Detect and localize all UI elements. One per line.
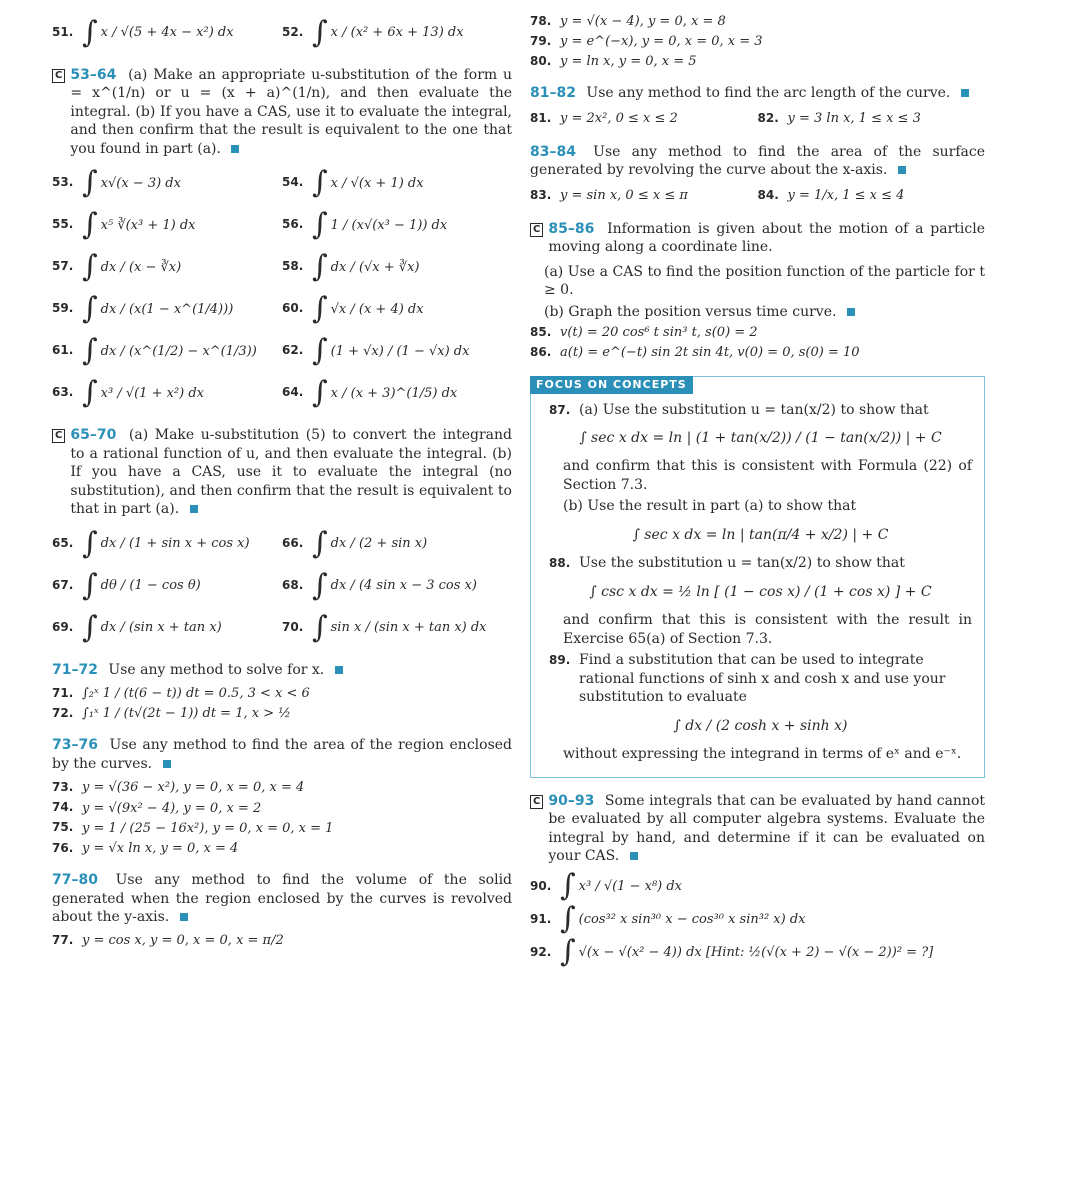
exercise-number: 69. <box>52 619 74 634</box>
section-range: 83–84 <box>530 143 576 160</box>
section-header-90-93 <box>530 792 985 866</box>
exercise-number: 73. <box>52 780 74 795</box>
exercise-number: 57. <box>52 259 74 274</box>
section-part-a: (a) Use a CAS to find the position function of the particle for t ≥ 0. <box>544 263 985 299</box>
exercise-76 <box>52 840 512 857</box>
end-marker-icon <box>163 760 171 768</box>
exercise-74 <box>52 800 512 817</box>
section-header-65-70 <box>52 426 512 518</box>
exercise-52 <box>282 15 512 50</box>
exercise-expression: dx / (4 sin x − 3 cos x) <box>330 578 477 594</box>
exercise-expression: dx / (x^(1/2) − x^(1/3)) <box>100 343 257 359</box>
exercise-number: 58. <box>282 259 304 274</box>
exercise-65 <box>52 525 282 561</box>
integral-sign: ∫ <box>560 868 576 904</box>
exercise-row <box>52 374 512 412</box>
exercise-number: 64. <box>282 385 304 400</box>
exercise-expression: x⁵ ∛(x³ + 1) dx <box>100 217 196 233</box>
exercise-row <box>530 109 985 129</box>
exercise-number: 86. <box>530 345 552 360</box>
exercise-expression: x / (x + 3)^(1/5) dx <box>330 385 458 401</box>
exercise-expression: dx / (1 + sin x + cos x) <box>100 536 250 552</box>
integral-sign: ∫ <box>82 375 98 411</box>
exercise-expression: y = √(36 − x²), y = 0, x = 0, x = 4 <box>82 780 305 796</box>
exercise-number: 79. <box>530 33 552 48</box>
section-range: 65–70 <box>70 427 117 444</box>
exercise-expression: x / √(5 + 4x − x²) dx <box>100 25 234 41</box>
exercise-number: 56. <box>282 217 304 232</box>
exercise-70 <box>282 609 512 645</box>
exercise-number: 61. <box>52 343 74 358</box>
section-range: 90–93 <box>548 792 595 809</box>
exercise-number: 63. <box>52 385 74 400</box>
display-equation <box>549 717 972 735</box>
exercise-number: 84. <box>757 187 779 202</box>
left-column <box>52 10 512 953</box>
exercise-80 <box>530 53 985 70</box>
exercise-number: 78. <box>530 13 552 28</box>
exercise-68 <box>282 567 512 603</box>
exercise-51 <box>52 15 282 50</box>
exercise-number: 76. <box>52 840 74 855</box>
integral-sign: ∫ <box>82 207 98 243</box>
equation: ∫ csc x dx = ½ ln [ (1 − cos x) / (1 + cos x) ] + C <box>589 583 932 600</box>
exercise-56 <box>282 207 512 243</box>
exercise-expression: y = √(9x² − 4), y = 0, x = 2 <box>82 800 262 816</box>
exercise-expression: (1 + √x) / (1 − √x) dx <box>330 343 470 359</box>
section-header-85-86 <box>530 220 985 257</box>
exercise-91 <box>530 901 985 937</box>
exercise-expression: x / √(x + 1) dx <box>330 175 424 191</box>
exercise-number: 59. <box>52 301 74 316</box>
section-header-83-84 <box>530 143 985 180</box>
integral-sign: ∫ <box>312 333 328 369</box>
exercise-number: 62. <box>282 343 304 358</box>
exercise-number: 54. <box>282 175 304 190</box>
exercise-expression: y = sin x, 0 ≤ x ≤ π <box>560 188 688 204</box>
integral-sign: ∫ <box>312 609 328 645</box>
exercise-number: 71. <box>52 685 74 700</box>
display-equation <box>549 429 972 447</box>
exercise-text: Find a substitution that can be used to integrate rational functions of sinh x and cosh x and use your substitution to evaluate <box>579 652 946 706</box>
exercise-82 <box>758 110 986 127</box>
exercise-number: 68. <box>282 577 304 592</box>
exercise-90 <box>530 868 985 904</box>
exercise-55 <box>52 207 282 243</box>
exercise-expression: √x / (x + 4) dx <box>330 301 424 317</box>
exercise-number: 75. <box>52 820 74 835</box>
exercise-text: without expressing the integrand in terms of eˣ and e⁻ˣ. <box>563 746 962 763</box>
exercise-number: 90. <box>530 878 552 893</box>
exercise-row <box>530 186 985 206</box>
exercise-63 <box>52 375 282 411</box>
integral-sign: ∫ <box>560 934 576 970</box>
cas-icon: C <box>530 795 543 809</box>
exercise-57 <box>52 249 282 285</box>
exercise-row <box>52 567 512 605</box>
end-marker-icon <box>335 666 343 674</box>
exercise-number: 80. <box>530 53 552 68</box>
section-instructions: (a) Make an appropriate u-substitution of the form u = x^(1/n) or u = (x + a)^(1/n), and then evaluate the integral. (b) If you have a CAS, use it to evaluate the integral, and then confirm that the result is equivalent to the one that you found in part (a). <box>70 67 512 157</box>
integral-sign: ∫ <box>312 165 328 201</box>
section-range: 73–76 <box>52 737 98 754</box>
cas-icon: C <box>52 69 65 83</box>
equation: ∫ sec x dx = ln | tan(π/4 + x/2) | + C <box>632 526 889 543</box>
exercise-77 <box>52 932 512 949</box>
exercise-expression: y = 1 / (25 − 16x²), y = 0, x = 0, x = 1 <box>82 820 334 836</box>
exercise-row <box>52 206 512 244</box>
exercise-number: 65. <box>52 535 74 550</box>
section-range: 85–86 <box>548 220 595 237</box>
exercise-58 <box>282 249 512 285</box>
section-range: 53–64 <box>70 67 117 83</box>
exercise-number: 82. <box>757 111 779 126</box>
section-header-53-64 <box>52 66 512 158</box>
exercise-row <box>52 248 512 286</box>
exercise-79 <box>530 33 985 50</box>
exercise-expression: y = √x ln x, y = 0, x = 4 <box>82 840 239 856</box>
exercise-expression: x / (x² + 6x + 13) dx <box>330 25 464 41</box>
section-range: 71–72 <box>52 661 98 678</box>
section-instructions: Use any method to find the arc length of the curve. <box>586 85 951 102</box>
exercise-number: 52. <box>282 25 304 40</box>
integral-sign: ∫ <box>82 249 98 285</box>
integral-sign: ∫ <box>312 291 328 327</box>
section-header-77-80 <box>52 871 512 926</box>
exercise-61 <box>52 333 282 369</box>
section-instructions: Some integrals that can be evaluated by hand cannot be evaluated by all computer algebra systems. Evaluate the integral by hand, and determine if it can be evaluated on your CAS. <box>548 792 986 864</box>
section-instructions: (a) Make u-substitution (5) to convert the integrand to a rational function of u, and then evaluate the integral. (b) If you have a CAS, use it to evaluate the integral (no substitution), and then confirm that the result is equivalent to that in part (a). <box>70 427 512 518</box>
exercise-expression: a(t) = e^(−t) sin 2t sin 4t, v(0) = 0, s(0) = 10 <box>560 345 860 361</box>
exercise-expression: dx / (x − ∛x) <box>100 259 182 275</box>
exercise-expression: y = ln x, y = 0, x = 5 <box>560 54 697 70</box>
integral-sign: ∫ <box>312 525 328 561</box>
display-equation <box>549 526 972 544</box>
section-header-81-82 <box>530 84 985 102</box>
exercise-71 <box>52 685 512 702</box>
section-instructions: Use any method to find the area of the surface generated by revolving the curve about the x-axis. <box>530 143 985 179</box>
exercise-text: and confirm that this is consistent with Formula (22) of Section 7.3. <box>563 458 972 493</box>
exercise-number: 53. <box>52 175 74 190</box>
end-marker-icon <box>180 913 188 921</box>
exercise-62 <box>282 333 512 369</box>
section-instructions: Use any method to find the volume of the solid generated when the region enclosed by the curves is revolved about the y-axis. <box>52 872 513 925</box>
exercise-59 <box>52 291 282 327</box>
integral-sign: ∫ <box>312 249 328 285</box>
exercise-text: (a) Use the substitution u = tan(x/2) to show that <box>579 401 929 418</box>
exercise-expression: x³ / √(1 − x⁸) dx <box>578 878 683 894</box>
exercise-expression: dx / (√x + ∛x) <box>330 259 420 275</box>
exercise-81 <box>530 110 758 127</box>
exercise-85 <box>530 324 985 341</box>
equation: ∫ sec x dx = ln | (1 + tan(x/2)) / (1 − tan(x/2)) | + C <box>579 430 942 446</box>
integral-sign: ∫ <box>312 15 328 50</box>
exercise-75 <box>52 820 512 837</box>
exercise-number: 85. <box>530 324 552 339</box>
exercise-expression: y = 3 ln x, 1 ≤ x ≤ 3 <box>787 111 921 127</box>
exercise-number: 87. <box>549 402 571 417</box>
exercise-expression: dθ / (1 − cos θ) <box>100 578 201 594</box>
section-part-b <box>544 303 985 321</box>
integral-sign: ∫ <box>82 165 98 201</box>
integral-sign: ∫ <box>82 609 98 645</box>
exercise-60 <box>282 291 512 327</box>
exercise-number: 60. <box>282 301 304 316</box>
exercise-number: 70. <box>282 619 304 634</box>
section-instructions: Information is given about the motion of a particle moving along a coordinate line. <box>548 220 985 256</box>
end-marker-icon <box>847 308 855 316</box>
exercise-expression: (cos³² x sin³⁰ x − cos³⁰ x sin³² x) dx <box>578 911 806 927</box>
exercise-66 <box>282 525 512 561</box>
exercise-expression: dx / (x(1 − x^(1/4))) <box>100 301 234 317</box>
exercise-expression: y = cos x, y = 0, x = 0, x = π/2 <box>82 933 284 949</box>
integral-sign: ∫ <box>82 567 98 603</box>
exercise-67 <box>52 567 282 603</box>
exercise-expression: ∫₂ˣ 1 / (t(6 − t)) dt = 0.5, 3 < x < 6 <box>82 686 310 702</box>
integral-sign: ∫ <box>82 15 98 50</box>
exercise-number: 89. <box>549 653 571 668</box>
exercise-expression: y = √(x − 4), y = 0, x = 8 <box>560 14 726 29</box>
exercise-87 <box>549 401 972 419</box>
exercise-row <box>52 164 512 202</box>
focus-label: FOCUS ON CONCEPTS <box>530 376 693 395</box>
exercise-row <box>52 290 512 328</box>
end-marker-icon <box>898 166 906 174</box>
exercise-row <box>52 609 512 647</box>
exercise-expression: y = e^(−x), y = 0, x = 0, x = 3 <box>560 34 763 50</box>
section-instructions: Use any method to solve for x. <box>108 661 325 678</box>
exercise-73 <box>52 779 512 796</box>
exercise-89 <box>549 651 972 706</box>
exercise-text: and confirm that this is consistent with the result in Exercise 65(a) of Section 7.3. <box>563 612 972 647</box>
exercise-number: 81. <box>530 111 552 126</box>
exercise-row <box>52 525 512 563</box>
integral-sign: ∫ <box>312 567 328 603</box>
exercise-expression: ∫₁ˣ 1 / (t√(2t − 1)) dt = 1, x > ½ <box>82 706 291 722</box>
exercise-expression: v(t) = 20 cos⁶ t sin³ t, s(0) = 2 <box>560 325 758 341</box>
exercise-row <box>52 332 512 370</box>
exercise-number: 74. <box>52 800 74 815</box>
equation: ∫ dx / (2 cosh x + sinh x) <box>673 717 848 734</box>
section-header-73-76 <box>52 736 512 773</box>
integral-sign: ∫ <box>560 901 576 937</box>
end-marker-icon <box>190 505 198 513</box>
exercise-text: Use the substitution u = tan(x/2) to show that <box>579 555 905 572</box>
exercise-number: 83. <box>530 187 552 202</box>
exercise-expression: sin x / (sin x + tan x) dx <box>330 620 487 636</box>
exercise-row <box>52 14 512 52</box>
exercise-expression: y = 2x², 0 ≤ x ≤ 2 <box>560 111 678 127</box>
exercise-expression: x³ / √(1 + x²) dx <box>100 385 205 401</box>
integral-sign: ∫ <box>312 375 328 411</box>
section-range: 77–80 <box>52 872 98 889</box>
exercise-number: 92. <box>530 944 552 959</box>
exercise-number: 55. <box>52 217 74 232</box>
integral-sign: ∫ <box>82 333 98 369</box>
exercise-expression: dx / (2 + sin x) <box>330 536 428 552</box>
exercise-expression: dx / (sin x + tan x) <box>100 620 222 636</box>
end-marker-icon <box>961 89 969 97</box>
cas-icon: C <box>52 429 65 443</box>
section-part-b-text: (b) Graph the position versus time curve. <box>544 303 837 320</box>
exercise-expression: √(x − √(x² − 4)) dx [Hint: ½(√(x + 2) − √(x − 2))² = ?] <box>578 944 934 960</box>
integral-sign: ∫ <box>82 525 98 561</box>
exercise-86 <box>530 344 985 361</box>
focus-on-concepts-box <box>530 376 985 778</box>
exercise-53 <box>52 165 282 201</box>
end-marker-icon <box>231 145 239 153</box>
exercise-78 <box>530 13 985 30</box>
exercise-92 <box>530 934 985 970</box>
exercise-number: 72. <box>52 705 74 720</box>
exercise-88 <box>549 554 972 572</box>
exercise-64 <box>282 375 512 411</box>
exercise-72 <box>52 705 512 722</box>
exercise-number: 67. <box>52 577 74 592</box>
section-instructions: Use any method to find the area of the region enclosed by the curves. <box>52 737 512 772</box>
exercise-number: 51. <box>52 25 74 40</box>
exercise-expression: x√(x − 3) dx <box>100 175 181 191</box>
exercise-84 <box>758 187 986 204</box>
end-marker-icon <box>630 852 638 860</box>
section-header-71-72 <box>52 661 512 679</box>
exercise-83 <box>530 187 758 204</box>
exercise-54 <box>282 165 512 201</box>
exercise-69 <box>52 609 282 645</box>
display-equation <box>549 583 972 601</box>
exercise-number: 66. <box>282 535 304 550</box>
exercise-number: 77. <box>52 933 74 948</box>
exercise-number: 91. <box>530 911 552 926</box>
integral-sign: ∫ <box>312 207 328 243</box>
exercise-text: (b) Use the result in part (a) to show that <box>563 498 857 515</box>
exercise-number: 88. <box>549 556 571 571</box>
exercise-expression: 1 / (x√(x³ − 1)) dx <box>330 217 448 233</box>
exercise-expression: y = 1/x, 1 ≤ x ≤ 4 <box>787 188 905 204</box>
cas-icon: C <box>530 223 543 237</box>
section-range: 81–82 <box>530 85 576 102</box>
right-column <box>530 10 985 970</box>
integral-sign: ∫ <box>82 291 98 327</box>
